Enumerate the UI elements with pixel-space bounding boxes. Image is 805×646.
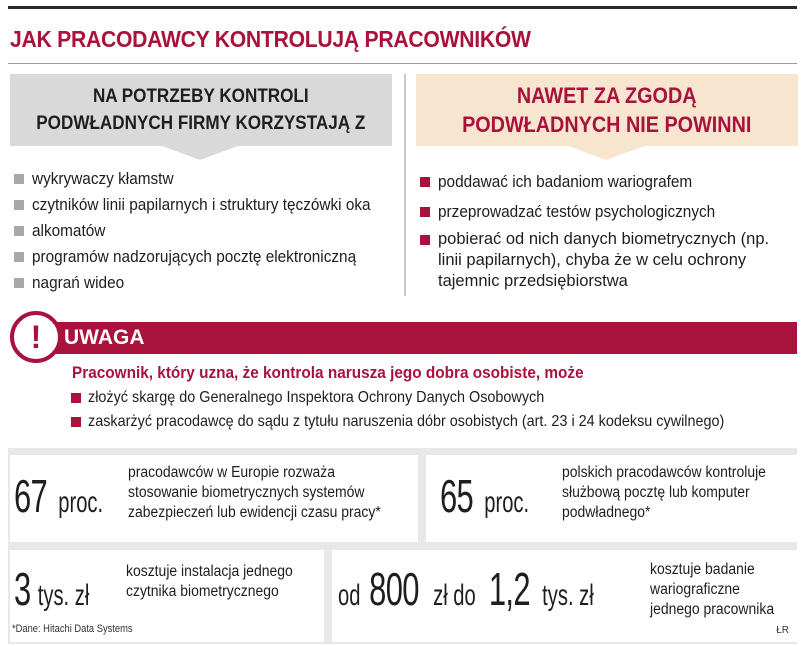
list-item: nagrań wideo xyxy=(12,270,396,296)
list-item: wykrywaczy kłamstw xyxy=(12,166,396,192)
exclamation-icon: ! xyxy=(10,311,62,363)
right-column-header xyxy=(416,74,798,146)
list-item: złożyć skargę do Generalnego Inspektora Ochrony Danych Osobowych xyxy=(70,386,795,410)
warning-list xyxy=(70,386,795,434)
stat-description: pracodawców w Europie rozważa stosowanie biometrycznych systemów zabezpieczeń lub ewidencji czasu pracy* xyxy=(128,464,381,521)
left-header-line1: NA POTRZEBY KONTROLI xyxy=(93,86,309,107)
author-credit: ŁR xyxy=(776,625,789,636)
left-header-line2: PODWŁADNYCH FIRMY KORZYSTAJĄ Z xyxy=(36,113,366,134)
stat-description: kosztuje instalacja jednego czytnika biometrycznego xyxy=(126,563,293,600)
list-item: pobierać od nich danych biometrycznych (np. linii papilarnych), chyba że w celu ochrony tajemnic przedsiębiorstwa xyxy=(418,229,788,292)
left-column-header xyxy=(10,74,392,146)
stat-value: 67 proc. xyxy=(14,470,103,522)
stat-europe-biometric xyxy=(10,455,418,542)
source-footnote: *Dane: Hitachi Data Systems xyxy=(12,623,133,635)
stat-polygraph-cost xyxy=(332,550,797,642)
left-header-arrow xyxy=(162,146,238,160)
warning-label: UWAGA xyxy=(64,326,145,349)
stat-description: polskich pracodawców kontroluje służbową pocztę lub komputer podwładnego* xyxy=(562,464,766,521)
list-item: programów nadzorujących pocztę elektroniczną xyxy=(12,244,396,270)
stat-value: 3 tys. zł xyxy=(14,563,90,615)
right-header-line2: PODWŁADNYCH NIE POWINNI xyxy=(462,112,752,137)
list-item: poddawać ich badaniom wariografem xyxy=(418,169,788,195)
left-list xyxy=(12,166,396,296)
stat-value: od 800 zł do 1,2 tys. zł xyxy=(338,563,594,615)
top-rule xyxy=(8,6,797,9)
list-item: czytników linii papilarnych i struktury tęczówki oka xyxy=(12,192,396,218)
warning-lead: Pracownik, który uzna, że kontrola narusza jego dobra osobiste, może xyxy=(72,364,584,382)
stat-value: 65 proc. xyxy=(440,470,529,522)
list-item: zaskarżyć pracodawcę do sądu z tytułu naruszenia dóbr osobistych (art. 23 i 24 kodeksu cywilnego) xyxy=(70,410,795,434)
list-item: przeprowadzać testów psychologicznych xyxy=(418,199,788,225)
stat-poland-control xyxy=(426,455,797,542)
warning-banner xyxy=(24,322,797,354)
right-header-line1: NAWET ZA ZGODĄ xyxy=(517,83,697,108)
list-item: alkomatów xyxy=(12,218,396,244)
title-divider xyxy=(8,63,797,64)
stat-description: kosztuje badanie wariograficzne jednego pracownika xyxy=(650,561,775,618)
right-list xyxy=(418,169,788,296)
right-header-arrow xyxy=(568,146,644,160)
page-title: JAK PRACODAWCY KONTROLUJĄ PRACOWNIKÓW xyxy=(10,26,531,52)
column-divider xyxy=(404,74,406,296)
